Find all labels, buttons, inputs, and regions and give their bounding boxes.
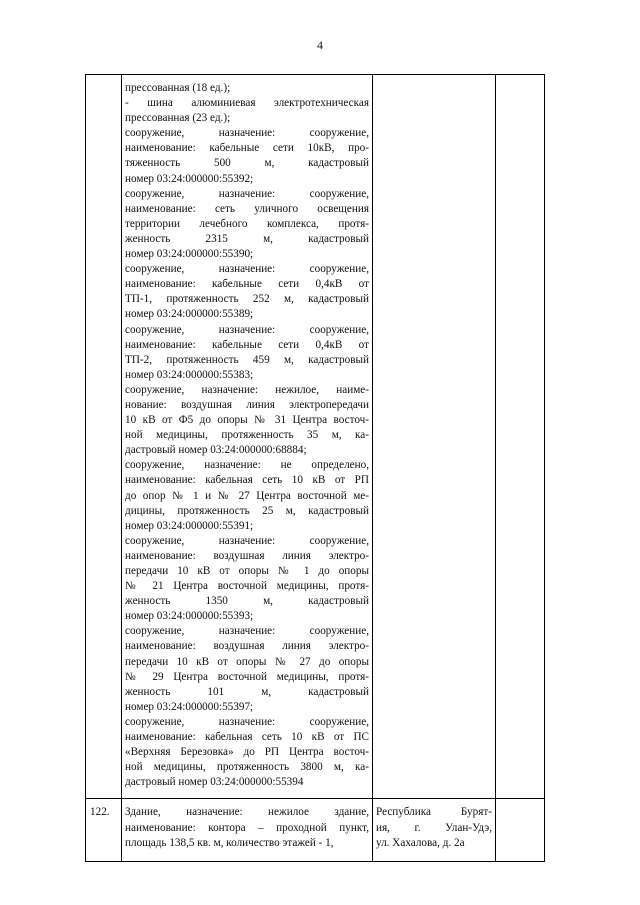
description-line: тяженность 500 м, кадастровый: [125, 157, 369, 170]
description-line: сооружение, назначение: нежилое, наиме-: [125, 383, 369, 396]
description-line: сооружение, назначение: сооружение,: [125, 534, 369, 547]
description-line: сооружение, назначение: сооружение,: [125, 625, 369, 638]
row-number-cell: [86, 75, 122, 799]
description-line: дастровый номер 03:24:000000:68884;: [125, 444, 307, 457]
description-line: наименование: кабельная сеть 10 кВ от РП: [125, 474, 369, 487]
description-line: территории лечебного комплекса, протя-: [125, 217, 369, 230]
description-line: прессованная (18 ед.);: [125, 82, 231, 94]
description-line: сооружение, назначение: не определено,: [125, 459, 369, 472]
description-line: передачи 10 кВ от опоры № 1 до опоры: [125, 565, 369, 577]
description-line: до опор № 1 и № 27 Центра восточной ме-: [125, 489, 369, 502]
description-line: передачи 10 кВ от опоры № 27 до опоры: [125, 655, 369, 668]
address-line: Республика Бурят-: [376, 806, 492, 819]
description-line: сооружение, назначение: сооружение,: [125, 323, 369, 336]
description-line: № 29 Центра восточной медицины, протя-: [125, 670, 369, 683]
description-line: наименование: кабельные сети 0,4кВ от: [125, 278, 369, 291]
description-line: ТП-1, протяженность 252 м, кадастровый: [125, 293, 369, 306]
description-line: ной медицины, протяженность 35 м, ка-: [125, 429, 369, 442]
address-cell: [373, 75, 496, 799]
description-line: женность 1350 м, кадастровый: [125, 595, 369, 608]
address-line: ул. Хахалова, д. 2а: [376, 836, 465, 849]
description-line: наименование: воздушная линия электро-: [125, 549, 369, 562]
property-register-table: [85, 74, 545, 862]
address-cell: [373, 799, 496, 861]
extra-info: [496, 75, 544, 89]
extra-cell: [496, 799, 545, 861]
row-number-cell: [86, 799, 122, 861]
description-line: наименование: сеть уличного освещения: [125, 202, 369, 215]
description-line: сооружение, назначение: сооружение,: [125, 263, 369, 276]
description-cell: [122, 799, 373, 861]
description-line: дицины, протяженность 25 м, кадастровый: [125, 504, 369, 517]
description-line: сооружение, назначение: сооружение,: [125, 715, 369, 728]
table-row: [86, 799, 545, 861]
object-description: [122, 75, 372, 798]
description-line: номер 03:24:000000:55393;: [125, 610, 254, 623]
description-line: наименование: контора – проходной пункт,: [125, 821, 369, 834]
description-line: ТП-2, протяженность 459 м, кадастровый: [125, 353, 369, 366]
description-line: - шина алюминиевая электротехническая: [125, 97, 369, 110]
description-line: номер 03:24:000000:55383;: [125, 368, 254, 381]
description-line: 10 кВ от Ф5 до опоры № 31 Центра восточ-: [125, 414, 369, 427]
description-line: женность 2315 м, кадастровый: [125, 232, 369, 245]
description-line: наименование: кабельная сеть 10 кВ от ПС: [125, 731, 369, 744]
extra-cell: [496, 75, 545, 799]
description-line: номер 03:24:000000:55397;: [125, 700, 254, 713]
description-line: женность 101 м, кадастровый: [125, 685, 369, 698]
address-line: ия, г. Улан-Удэ,: [376, 821, 492, 834]
description-line: ной медицины, протяженность 3800 м, ка-: [125, 761, 369, 774]
description-line: Здание, назначение: нежилое здание,: [125, 806, 369, 819]
object-address: [373, 799, 495, 860]
description-line: номер 03:24:000000:55389;: [125, 308, 254, 321]
extra-info: [496, 799, 544, 815]
row-number: 122.: [90, 806, 110, 819]
description-cell: [122, 75, 373, 799]
description-line: наименование: кабельные сети 10кВ, про-: [125, 142, 369, 155]
object-address: [373, 75, 495, 89]
object-description: [122, 799, 372, 860]
page-number: 4: [317, 38, 323, 52]
description-line: сооружение, назначение: сооружение,: [125, 187, 369, 200]
description-line: номер 03:24:000000:55392;: [125, 172, 254, 185]
row-number: [86, 75, 121, 81]
description-line: наименование: кабельные сети 0,4кВ от: [125, 338, 369, 351]
description-line: прессованная (23 ед.);: [125, 112, 231, 125]
description-line: площадь 138,5 кв. м, количество этажей - 1,: [125, 836, 334, 849]
description-line: «Верхняя Березовка» до РП Центра восточ-: [125, 746, 369, 759]
table-row: [86, 75, 545, 799]
description-line: дастровый номер 03:24:000000:55394: [125, 776, 304, 789]
description-line: наименование: воздушная линия электро-: [125, 640, 369, 653]
description-line: сооружение, назначение: сооружение,: [125, 127, 369, 140]
description-line: номер 03:24:000000:55390;: [125, 248, 254, 261]
description-line: номер 03:24:000000:55391;: [125, 519, 254, 532]
description-line: № 21 Центра восточной медицины, протя-: [125, 580, 369, 593]
description-line: нование: воздушная линия электропередачи: [125, 398, 369, 411]
